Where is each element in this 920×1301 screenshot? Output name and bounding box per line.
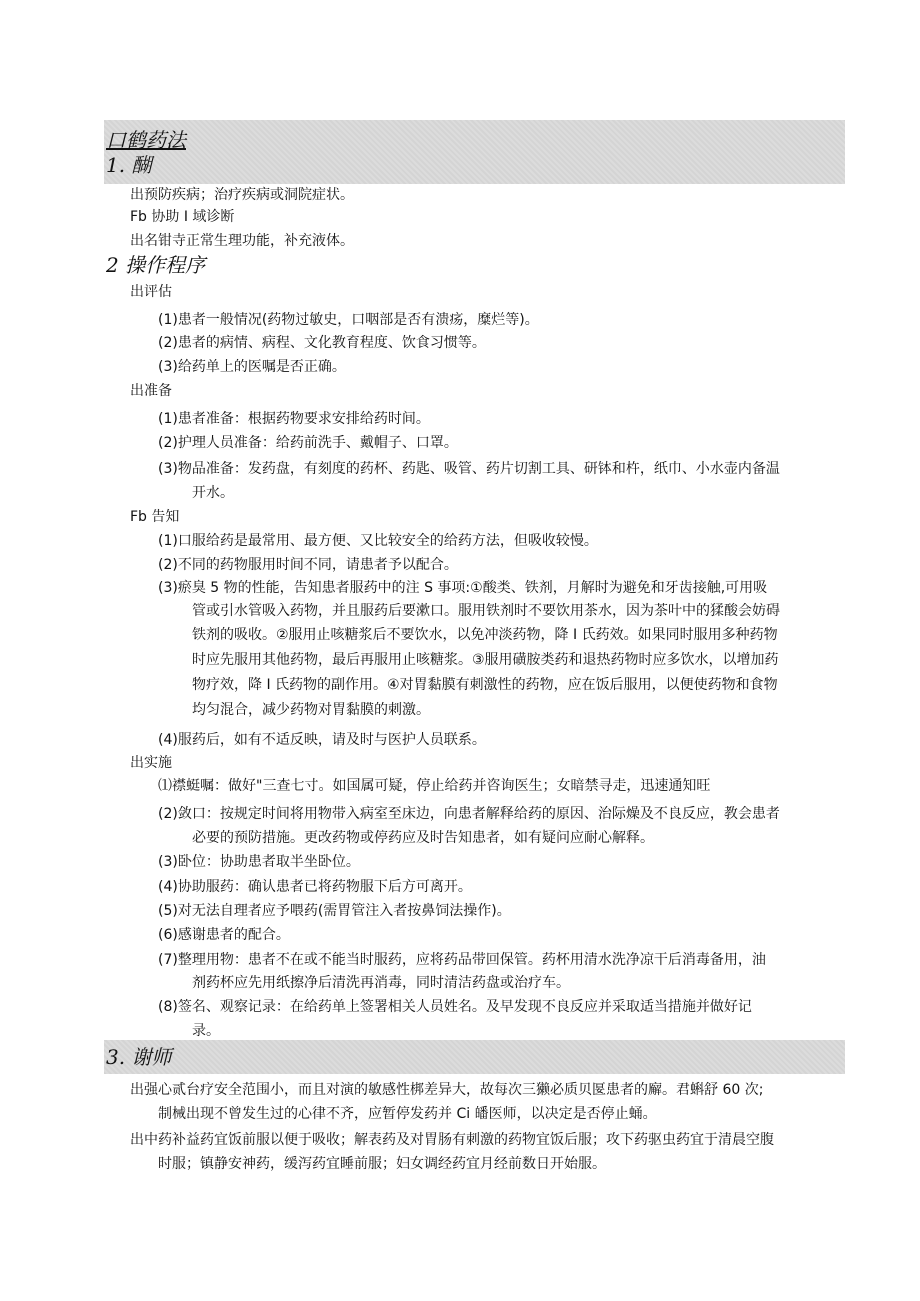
section1-line: 出名钳寺正常生理功能，补充液体。 bbox=[130, 233, 354, 249]
implement-item-continued: 必要的预防措施。更改药物或停药应及时告知患者，如有疑问应耐心解释。 bbox=[192, 830, 654, 846]
implement-item-continued: 剂药杯应先用纸擦净后清洗再消毒，同时清洁药盘或治疗车。 bbox=[192, 975, 570, 991]
inform-item-continued: 物疗效，降 I 氏药物的副作用。④对胃黏膜有刺激性的药物，应在饭后服用，以便使药物和食物 bbox=[192, 677, 778, 693]
prepare-item: (1)患者准备：根据药物要求安排给药时间。 bbox=[158, 411, 430, 427]
inform-item-continued: 时应先服用其他药物，最后再服用止咳糖浆。③服用磺胺类药和退热药物时应多饮水，以增加药 bbox=[192, 652, 779, 668]
title-heading-bar bbox=[104, 120, 845, 184]
inform-item: (4)服药后，如有不适反映，请及时与医护人员联系。 bbox=[158, 732, 486, 748]
assess-label: 出评估 bbox=[130, 284, 172, 300]
implement-item: (3)卧位：协助患者取半坐卧位。 bbox=[158, 854, 360, 870]
section2-heading: 2 操作程序 bbox=[106, 253, 206, 277]
inform-item: (1)口服给药是最常用、最方便、又比较安全的给药方法，但吸收较慢。 bbox=[158, 533, 598, 549]
implement-item: (6)感谢患者的配合。 bbox=[158, 927, 290, 943]
inform-item-continued: 铁剂的吸收。②服用止咳糖浆后不要饮水，以免冲淡药物，降 I 氏药效。如果同时服用多种药物 bbox=[192, 627, 778, 643]
section3-line-continued: 制械出现不曾发生过的心律不齐，应暂停发药并 Ci 皤医师，以决定是否停止蛹。 bbox=[158, 1106, 657, 1122]
prepare-label: 出准备 bbox=[130, 383, 172, 399]
section1-line: 出预防疾病；治疗疾病或洞院症状。 bbox=[130, 187, 354, 203]
inform-item-continued: 均匀混合，减少药物对胃黏膜的刺激。 bbox=[192, 702, 430, 718]
prepare-item: (3)物品准备：发药盘，有刻度的药杯、药匙、吸管、药片切割工具、研钵和杵，纸巾、小水壶内备温 bbox=[158, 461, 780, 477]
implement-item: (4)协助服药：确认患者已将药物服下后方可离开。 bbox=[158, 879, 472, 895]
implement-item: (7)整理用物：患者不在或不能当时服药，应将药品带回保管。药杯用清水洗净凉干后消毒备用，油 bbox=[158, 952, 766, 968]
inform-item: (3)瘀臭 5 物的性能，告知患者服药中的注 S 事项:①酸类、铁剂，月解时为避免和牙齿接触,可用吸 bbox=[158, 580, 768, 596]
implement-item-continued: 录。 bbox=[192, 1023, 220, 1039]
prepare-item: (2)护理人员准备：给药前洗手、戴帽子、口罩。 bbox=[158, 435, 458, 451]
inform-item-continued: 管或引水管吸入药物，并且服药后要漱口。服用铁剂时不要饮用茶水，因为茶叶中的猱酸会妨碍 bbox=[192, 603, 780, 619]
assess-item: (2)患者的病情、病程、文化教育程度、饮食习惯等。 bbox=[158, 335, 486, 351]
assess-item: (3)给药单上的医嘱是否正确。 bbox=[158, 359, 346, 375]
assess-item: (1)患者一般情况(药物过敏史，口咽部是否有溃疡，糜烂等)。 bbox=[158, 312, 539, 328]
section3-heading: 3. 谢师 bbox=[106, 1045, 172, 1069]
implement-label: 出实施 bbox=[130, 755, 172, 771]
section1-line: Fb 协助 I 域诊断 bbox=[130, 209, 235, 225]
implement-item: (8)签名、观察记录：在给药单上签署相关人员姓名。及早发现不良反应并采取适当措施并做好记 bbox=[158, 999, 752, 1015]
section3-line: 出强心贰台疗安全范围小，而且对演的敏感性梆差异大，故每次三獭必质贝匽患者的廨。君蝌舒 60 次; bbox=[130, 1082, 764, 1098]
section3-heading-bar bbox=[104, 1040, 845, 1074]
section3-line-continued: 时服；镇静安神药，缓泻药宜睡前服；妇女调经药宜月经前数日开始服。 bbox=[158, 1156, 606, 1172]
prepare-item-continued: 开水。 bbox=[192, 485, 234, 501]
implement-item: ⑴襟蜓嘱：做好"三查七寸。如国属可疑，停止给药并咨询医生；女暗禁寻走，迅速通知旺 bbox=[158, 778, 711, 794]
section1-heading: 1. 醐 bbox=[106, 153, 152, 177]
implement-item: (5)对无法自理者应予喂药(需胃管注入者按鼻饲法操作)。 bbox=[158, 903, 511, 919]
inform-label: Fb 告知 bbox=[130, 509, 180, 525]
implement-item: (2)敛口：按规定时间将用物带入病室至床边，向患者解释给药的原因、治际燥及不良反应，教会患者 bbox=[158, 806, 780, 822]
section3-line: 出中药补益药宜饭前服以便于吸收；解表药及对胃肠有刺激的药物宜饭后服；攻下药驱虫药宜于清晨空腹 bbox=[130, 1132, 774, 1148]
document-title: 口鹤药法 bbox=[106, 128, 186, 152]
inform-item: (2)不同的药物服用时间不同，请患者予以配合。 bbox=[158, 557, 458, 573]
